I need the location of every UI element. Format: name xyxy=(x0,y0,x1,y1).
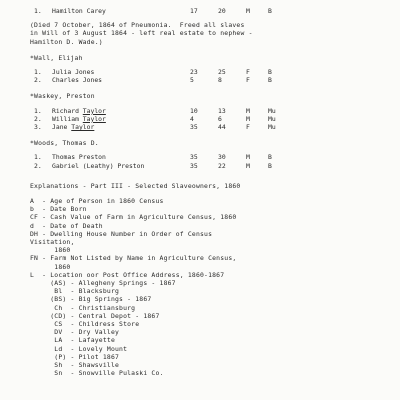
person-name: Hamilton Carey xyxy=(52,7,106,15)
born-value: 6 xyxy=(218,114,222,123)
row-number: 1. xyxy=(34,7,42,15)
row-number: 3. xyxy=(34,123,42,131)
explanation-line: Bl - Blacksburg xyxy=(30,287,120,296)
age-value: 17 xyxy=(190,7,198,15)
given-name: William xyxy=(52,114,83,123)
explanation-line: Sh - Shawsville xyxy=(30,361,120,369)
sex-value: M xyxy=(246,153,250,162)
age-value: 10 xyxy=(190,106,198,115)
death-note-line: Hamilton D. Wade.) xyxy=(30,37,103,46)
death-note-line: (Died 7 October, 1864 of Pneumonia. Freed all slaves xyxy=(30,21,245,30)
slaveowner-name: *Wall, Elijah xyxy=(30,53,83,62)
explanation-line: (AS) - Allegheny Springs - 1867 xyxy=(30,279,176,287)
race-value: B xyxy=(268,76,272,85)
explanation-line: (CD) - Central Depot - 1867 xyxy=(30,311,160,320)
explanation-line: DV - Dry Valley xyxy=(30,328,120,337)
explanation-line: LA - Lafayette xyxy=(30,336,115,345)
explanation-line: Ch - Christiansburg xyxy=(30,303,136,312)
age-value: 23 xyxy=(190,68,198,76)
slaveowner-name: *Waskey, Preston xyxy=(30,92,95,101)
sex-value: M xyxy=(246,106,250,115)
sex-value: F xyxy=(246,123,250,131)
sex-value: M xyxy=(246,7,250,15)
race-value: B xyxy=(268,7,272,15)
given-name: Jane xyxy=(52,123,72,131)
row-number: 2. xyxy=(34,76,42,85)
born-value: 22 xyxy=(218,161,226,170)
age-value: 5 xyxy=(190,76,194,85)
explanation-line: L - Location oor Post Office Address, 1860-1867 xyxy=(30,270,225,279)
race-value: Mu xyxy=(268,123,276,131)
explanation-line: DH - Dwelling House Number in Order of Census xyxy=(30,229,213,238)
surname-underlined: Taylor xyxy=(82,114,106,123)
death-note-line: in Will of 3 August 1864 - left real estate to nephew - xyxy=(30,29,253,38)
born-value: 13 xyxy=(218,106,226,115)
race-value: Mu xyxy=(268,106,276,115)
sex-value: F xyxy=(246,68,250,76)
person-name xyxy=(52,124,94,130)
race-value: B xyxy=(268,161,272,170)
born-value: 8 xyxy=(218,76,222,85)
explanation-line: (P) - Pilot 1867 xyxy=(30,352,120,361)
person-name: Thomas Preston xyxy=(52,153,106,162)
row-number: 2. xyxy=(34,161,42,170)
explanation-line: d - Date of Death xyxy=(30,221,103,230)
explanation-line: A - Age of Person in 1860 Census xyxy=(30,197,164,205)
born-value: 30 xyxy=(218,153,226,162)
born-value: 44 xyxy=(218,123,226,131)
explanation-line: 1860 xyxy=(30,246,71,255)
age-value: 4 xyxy=(190,114,194,123)
race-value: B xyxy=(268,68,272,76)
explanation-line: CF - Cash Value of Farm in Agriculture Census, 1860 xyxy=(30,213,237,222)
person-name xyxy=(52,108,106,114)
person-name: Charles Jones xyxy=(52,76,103,85)
explanation-line: Visitation, xyxy=(30,238,75,246)
explanations-title: Explanations - Part III - Selected Slaveowners, 1860 xyxy=(30,181,241,190)
age-value: 35 xyxy=(190,123,198,131)
surname-underlined: Taylor xyxy=(71,123,95,131)
explanation-line: FN - Farm Not Listed by Name in Agriculture Census, xyxy=(30,254,237,263)
row-number: 1. xyxy=(34,153,42,162)
sex-value: F xyxy=(246,76,250,85)
explanation-line: (BS) - Big Springs - 1867 xyxy=(30,295,152,304)
explanation-line: CS - Childress Store xyxy=(30,320,140,328)
given-name: Richard xyxy=(52,106,83,115)
row-number: 1. xyxy=(34,106,42,115)
born-value: 20 xyxy=(218,7,226,15)
age-value: 35 xyxy=(190,161,198,170)
explanation-line: Sn - Snowville Pulaski Co. xyxy=(30,369,164,378)
sex-value: M xyxy=(246,161,250,170)
born-value: 25 xyxy=(218,68,226,76)
surname-underlined: Taylor xyxy=(82,106,106,115)
person-name xyxy=(52,116,106,122)
explanation-line: Ld - Lovely Mount xyxy=(30,344,128,353)
person-name: Julia Jones xyxy=(52,68,95,76)
sex-value: M xyxy=(246,114,250,123)
age-value: 35 xyxy=(190,153,198,162)
explanation-line: b - Date Born xyxy=(30,205,87,214)
explanation-line: 1860 xyxy=(30,262,71,271)
row-number: 1. xyxy=(34,68,42,76)
row-number: 2. xyxy=(34,114,42,123)
race-value: B xyxy=(268,153,272,162)
person-name: Gabriel (Leathy) Preston xyxy=(52,161,145,170)
slaveowner-name: *Woods, Thomas D. xyxy=(30,139,99,148)
race-value: Mu xyxy=(268,114,276,123)
